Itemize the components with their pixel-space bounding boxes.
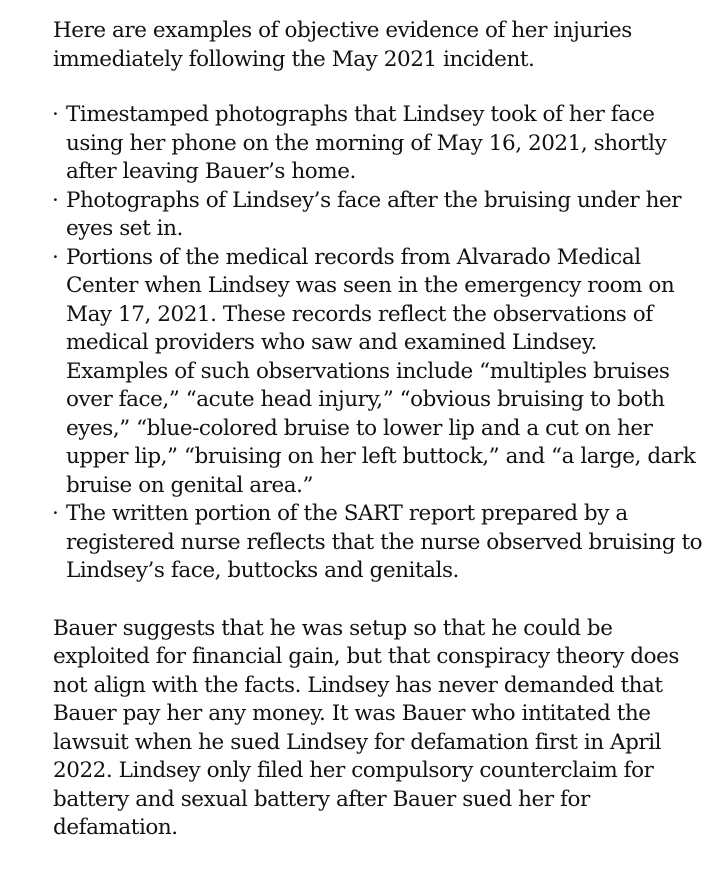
evidence-item (53, 244, 703, 501)
bullet-icon: · (52, 501, 59, 526)
evidence-item (53, 500, 703, 586)
evidence-item-text: Portions of the medical records from Alvarado Medical Center when Lindsey was seen in the emergency room on May 17, 2021. These records reflect the observations of medical providers who saw and examined Lindsey. Examples of such observations include “multiples bruises over face,” “acute head injury,” “obvious bruising to both eyes,” “blue-colored bruise to lower lip and a cut on her upper lip,” “bruising on her left buttock,” and “a large, dark bruise on genital area.” (66, 244, 696, 498)
evidence-item-text: The written portion of the SART report prepared by a registered nurse reflects that the nurse observed bruising to Lindsey’s face, buttocks and genitals. (66, 501, 703, 583)
evidence-item-text: Timestamped photographs that Lindsey took of her face using her phone on the morning of May 16, 2021, shortly after leaving Bauer’s home. (66, 102, 667, 184)
document-body (53, 17, 703, 843)
bullet-icon: · (52, 102, 59, 127)
bullet-icon: · (52, 244, 59, 270)
intro-paragraph: Here are examples of objective evidence of her injuries immediately following the May 2021 incident. (53, 18, 632, 72)
evidence-item (53, 101, 703, 187)
evidence-item-text: Photographs of Lindsey’s face after the bruising under her eyes set in. (66, 187, 682, 241)
bullet-icon: · (52, 187, 59, 213)
evidence-list (53, 101, 703, 586)
closing-paragraph: Bauer suggests that he was setup so that he could be exploited for financial gain, but that conspiracy theory does not align with the facts. Lindsey has never demanded that Bauer pay her any money. It was Bauer who intitated the lawsuit when he sued Lindsey for defamation first in April 2022. Lindsey only filed her compulsory counterclaim for battery and sexual battery after Bauer sued her for defamation. (53, 615, 679, 840)
evidence-item (53, 187, 703, 244)
